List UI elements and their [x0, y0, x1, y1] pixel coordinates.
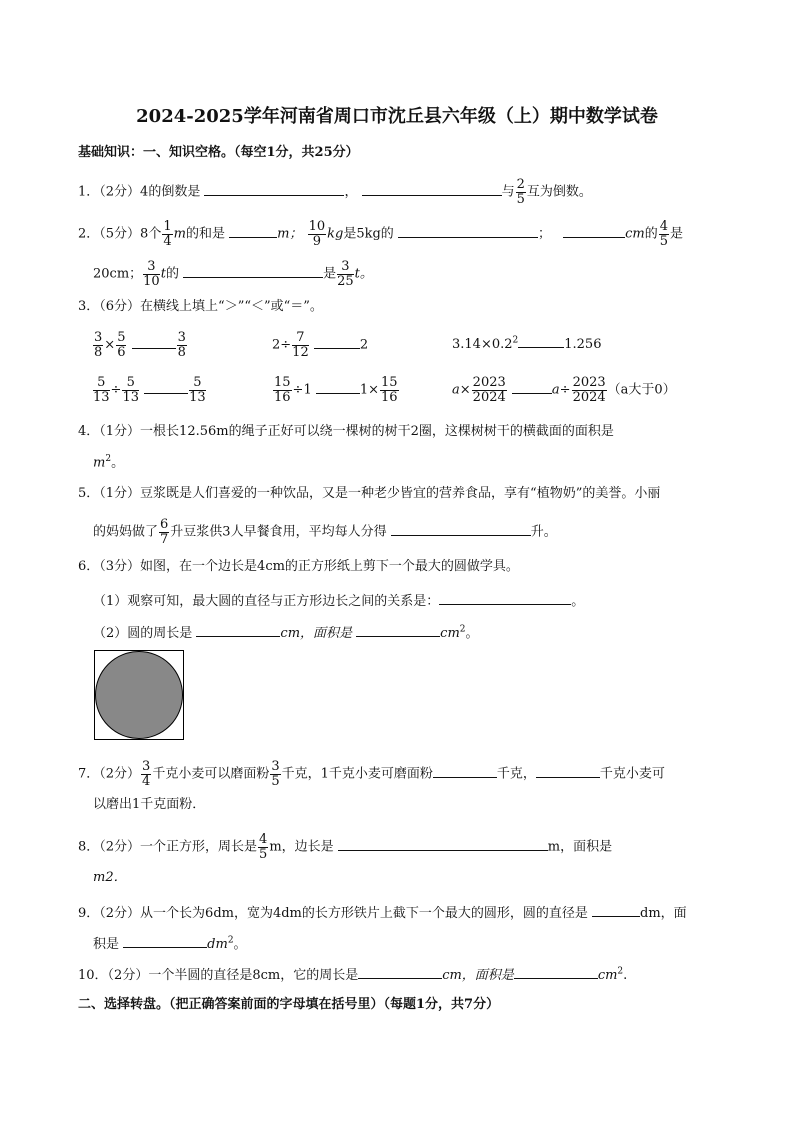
compare-expr-1: $\frac{3}{8}$ × $\frac{5}{6}$ $\frac{3}{8}$ [94, 330, 186, 360]
question-6: 6．（3分）如图，在一个边长是4cm的正方形纸上剪下一个最大的圆做学具。 [78, 559, 519, 574]
compare-expr-2: 2÷ $\frac{7}{12}$ 2 [272, 330, 369, 360]
question-7-line-2: 以磨出1千克面粉． [93, 797, 206, 812]
question-7: 7．（2分） $\frac{3}{4}$ 千克小麦可以磨面粉 $\frac{3}{5}$ 千克，1千克小麦可磨面粉 千克， 千克小麦可 [78, 759, 665, 789]
answer-blank[interactable] [183, 265, 323, 278]
question-4: 4．（1分）一根长12.56m的绳子正好可以绕一棵树的树干2圈，这棵树树干的横截面的面积是 [78, 424, 614, 439]
compare-expr-5: $\frac{15}{16}$ ÷1 1× $\frac{15}{16}$ [274, 375, 398, 405]
fraction: $\frac{1}{4}$ [163, 219, 172, 249]
fraction: $\frac{6}{7}$ [160, 517, 169, 547]
question-6-part-1: （1）观察可知，最大圆的直径与正方形边长之间的关系是： 。 [93, 594, 585, 609]
answer-blank[interactable] [362, 183, 502, 196]
fraction: $\frac{4}{5}$ [659, 219, 668, 249]
answer-blank[interactable] [358, 966, 442, 979]
answer-blank[interactable] [433, 765, 497, 778]
question-4-unit: $m^2$。 [93, 454, 125, 471]
question-5: 5．（1分）豆浆既是人们喜爱的一种饮品，又是一种老少皆宜的营养食品，享有“植物奶”的美誉。小丽 [78, 486, 661, 501]
square-figure [94, 650, 184, 740]
question-10: 10．（2分）一个半圆的直径是8cm，它的周长是 cm，面积是 $cm^2$. [78, 966, 628, 983]
question-2-line-2: 20cm； $\frac{3}{10}$ t的 是 $\frac{3}{25}$ t。 [93, 259, 373, 289]
fraction: $\frac{3}{10}$ [143, 259, 160, 289]
question-8: 8．（2分）一个正方形，周长是 $\frac{4}{5}$ m，边长是 m，面积是 [78, 832, 613, 862]
answer-blank[interactable] [338, 838, 548, 851]
fraction: $\frac{3}{25}$ [337, 259, 354, 289]
answer-blank[interactable] [514, 966, 598, 979]
section-heading-2: 二、选择转盘。（把正确答案前面的字母填在括号里）（每题1分，共7分） [78, 997, 500, 1012]
question-9: 9．（2分）从一个长为6dm，宽为4dm的长方形铁片上截下一个最大的圆形，圆的直径是 dm，面 [78, 906, 687, 921]
question-3: 3．（6分）在横线上填上“＞”“＜”或“＝”。 [78, 299, 323, 314]
answer-blank[interactable] [356, 624, 440, 637]
answer-blank[interactable] [439, 592, 571, 605]
question-1: 1．（2分）4的倒数是 ， 与 $\frac{2}{5}$ 互为倒数。 [78, 177, 592, 207]
answer-blank[interactable] [196, 624, 280, 637]
compare-expr-6: a× $\frac{2023}{2024}$ a÷ $\frac{2023}{2024}$ （a大于0） [452, 375, 676, 405]
section-heading-1: 基础知识：一、知识空格。（每空1分，共25分） [78, 145, 359, 160]
question-6-part-2: （2）圆的周长是 cm，面积是 $cm^2$。 [93, 624, 479, 641]
question-8-unit: m2． [93, 870, 127, 885]
compare-expr-3: $3.14\times 0.2^2$ 1.256 [452, 335, 602, 352]
answer-blank[interactable] [563, 225, 625, 238]
compare-expr-4: $\frac{5}{13}$ ÷ $\frac{5}{13}$ $\frac{5}{13}$ [93, 375, 206, 405]
answer-blank[interactable] [204, 183, 344, 196]
fraction: $\frac{2}{5}$ [516, 177, 525, 207]
answer-blank[interactable] [592, 904, 640, 917]
fraction: $\frac{10}{9}$ [308, 219, 326, 249]
answer-blank[interactable] [391, 523, 531, 536]
answer-blank[interactable] [518, 335, 564, 348]
question-5-line-2: 的妈妈做了 $\frac{6}{7}$ 升豆浆供3人早餐食用，平均每人分得 升。 [93, 517, 557, 547]
answer-blank[interactable] [536, 765, 600, 778]
answer-blank[interactable] [123, 935, 207, 948]
answer-blank[interactable] [316, 381, 360, 394]
question-9-line-2: 积是 $dm^2$。 [93, 935, 247, 952]
answer-blank[interactable] [314, 336, 360, 349]
circle-figure [95, 651, 183, 739]
answer-blank[interactable] [512, 381, 552, 394]
answer-blank[interactable] [144, 381, 188, 394]
answer-blank[interactable] [132, 336, 176, 349]
answer-blank[interactable] [229, 225, 277, 238]
page-title: 2024-2025学年河南省周口市沈丘县六年级（上）期中数学试卷 [136, 106, 658, 127]
answer-blank[interactable] [398, 225, 538, 238]
question-2: 2．（5分）8个 $\frac{1}{4}$ m的和是 m； $\frac{10}{9}$ kg是5kg的 ； cm的 $\frac{4}{5}$ 是 [78, 219, 684, 249]
